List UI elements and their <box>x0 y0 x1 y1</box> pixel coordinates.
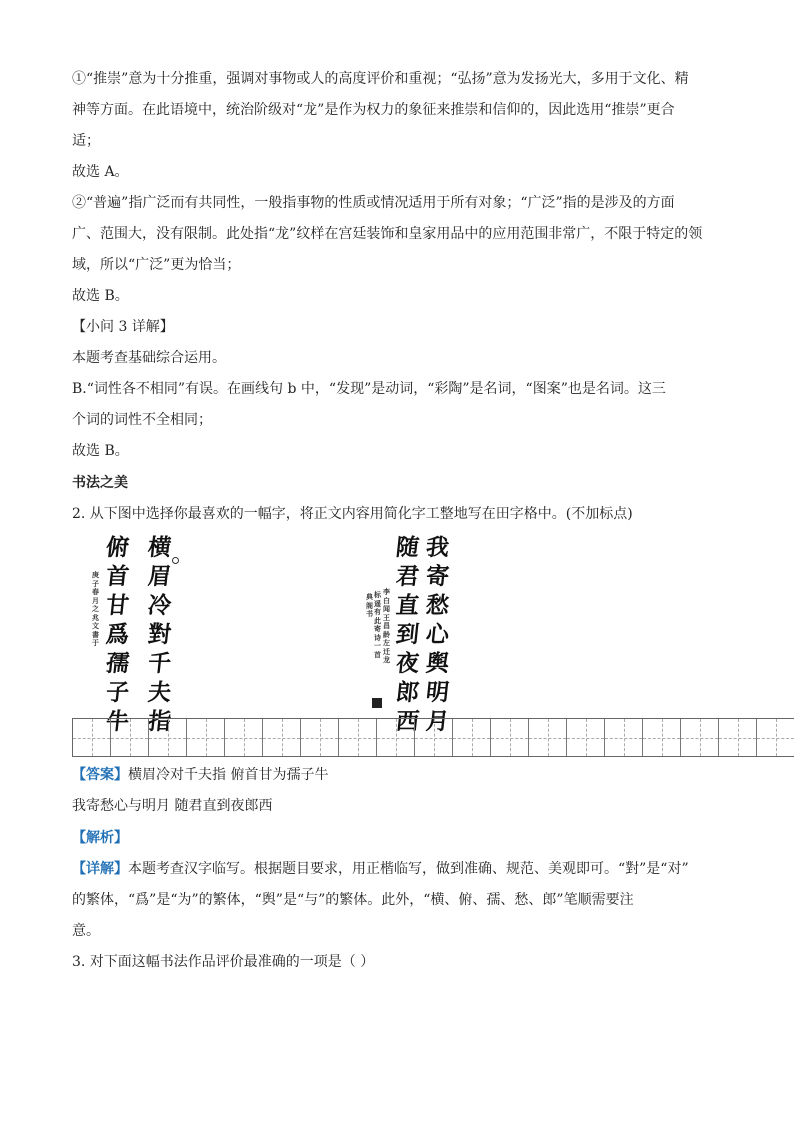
calligraphy-char: 千 <box>146 650 173 677</box>
inscription-char: 阁 <box>366 600 373 610</box>
tianzige-cell[interactable] <box>567 719 605 756</box>
tianzige-cell[interactable] <box>529 719 567 756</box>
calligraphy-char: 寄 <box>424 563 451 590</box>
text-line: 意。 <box>72 923 100 939</box>
seal-mark <box>172 557 179 564</box>
calligraphy-char: 夫 <box>146 679 173 706</box>
tianzige-cell[interactable] <box>681 719 719 756</box>
tianzige-cell[interactable] <box>339 719 377 756</box>
tianzige-cell[interactable] <box>301 719 339 756</box>
inscription-column <box>92 571 99 648</box>
answer-line <box>72 766 328 784</box>
calligraphy-char: 牛 <box>104 708 131 735</box>
tianzige-cell[interactable] <box>263 719 301 756</box>
text-line: 本题考查基础综合运用。 <box>72 350 226 366</box>
inscription-char: 诗 <box>374 632 381 642</box>
tianzige-cell[interactable] <box>643 719 681 756</box>
calligraphy-char: 西 <box>394 708 421 735</box>
inscription-char: 遥 <box>374 598 381 608</box>
calligraphy-char: 眉 <box>146 563 173 590</box>
detail-line <box>72 860 689 878</box>
inscription-char: 典 <box>366 592 373 601</box>
text-line: 神等方面。在此语境中，统治阶级对“龙”是作为权力的象征来推崇和信仰的，因此选用“推崇”更合 <box>72 102 675 118</box>
calligraphy-column <box>106 533 129 736</box>
inscription-char: 迁 <box>383 646 390 656</box>
tianzige-cell[interactable] <box>73 719 111 756</box>
detail-text: 本题考查汉字临写。根据题目要求，用正楷临写，做到准确、规范、美观即可。“對”是“对” <box>128 861 689 877</box>
text-line: 适； <box>72 133 100 149</box>
inscription-column <box>366 593 373 619</box>
inscription-char: 标 <box>374 590 381 599</box>
detail-tag: 【详解】 <box>72 861 128 877</box>
inscription-char: 李 <box>383 587 390 596</box>
inscription-char: 昌 <box>383 621 390 630</box>
tianzige-cell[interactable] <box>111 719 149 756</box>
seal-mark <box>372 698 382 708</box>
tianzige-cell[interactable] <box>149 719 187 756</box>
calligraphy-char: 甘 <box>104 592 131 619</box>
text-line: ②“普遍”指广泛而有共同性，一般指事物的性质或情况适用于所有对象；“广泛”指的是涉及的方面 <box>72 195 675 211</box>
calligraphy-char: 愁 <box>424 592 451 619</box>
inscription-char: 此 <box>374 615 381 625</box>
inscription-char: 龄 <box>383 629 390 639</box>
question-2: 2. 从下图中选择你最喜欢的一幅字，将正文内容用简化字工整地写在田字格中。(不加标点) <box>72 506 633 522</box>
calligraphy-char: 夜 <box>394 650 421 677</box>
inscription-column <box>383 588 390 665</box>
inscription-char: 之 <box>92 604 99 613</box>
calligraphy-column <box>148 533 171 736</box>
tianzige-cell[interactable] <box>225 719 263 756</box>
text-line: ①“推崇”意为十分推重，强调对事物或人的高度评价和重视；“弘扬”意为发扬光大，多用于文化、精 <box>72 71 689 87</box>
inscription-char: 庚 <box>92 570 99 579</box>
inscription-char: 龙 <box>383 655 390 664</box>
inscription-char: 寄 <box>374 624 381 633</box>
calligraphy-char: 子 <box>104 679 131 706</box>
text-line: 个词的词性不全相同； <box>72 412 212 428</box>
calligraphy-char: 直 <box>394 592 421 619</box>
answer-text: 我寄愁心与明月 随君直到夜郎西 <box>72 798 273 814</box>
tianzige-cell[interactable] <box>491 719 529 756</box>
inscription-char: 一 <box>374 641 381 650</box>
calligraphy-char: 月 <box>424 708 451 735</box>
tianzige-cell[interactable] <box>719 719 757 756</box>
text-line: 故选 B。 <box>72 443 129 459</box>
inscription-char: 王 <box>383 612 390 622</box>
calligraphy-char: 冷 <box>146 592 173 619</box>
inscription-char: 书 <box>366 609 373 618</box>
inscription-char: 子 <box>92 578 99 588</box>
calligraphy-char: 明 <box>424 679 451 706</box>
calligraphy-right <box>358 533 458 735</box>
text-line: 的繁体，“爲”是“为”的繁体，“舆”是“与”的繁体。此外，“横、俯、孺、愁、郎”笔顺需要注 <box>72 892 634 908</box>
calligraphy-char: 郎 <box>394 679 421 706</box>
text-line: 故选 B。 <box>72 288 129 304</box>
text-line: B.“词性各不相同”有误。在画线句 b 中，“发现”是动词，“彩陶”是名词，“图案”也是名词。这三 <box>72 381 666 397</box>
answer-tag: 【答案】 <box>72 767 128 783</box>
analysis-tag: 【解析】 <box>72 830 128 846</box>
calligraphy-char: 随 <box>394 534 421 561</box>
calligraphy-char: 横 <box>146 534 173 561</box>
tianzige-cell[interactable] <box>187 719 225 756</box>
calligraphy-char: 到 <box>394 621 421 648</box>
inscription-char: 文 <box>92 621 99 630</box>
tianzige-cell[interactable] <box>453 719 491 756</box>
calligraphy-column <box>396 533 419 736</box>
calligraphy-char: 首 <box>104 563 131 590</box>
answer-text: 横眉冷对千夫指 俯首甘为孺子牛 <box>128 767 329 783</box>
tianzige-grid[interactable] <box>72 718 794 757</box>
inscription-char: 月 <box>92 595 99 605</box>
inscription-char: 白 <box>383 595 390 605</box>
inscription-char: 闻 <box>383 604 390 613</box>
calligraphy-char: 君 <box>394 563 421 590</box>
calligraphy-char: 心 <box>424 621 451 648</box>
text-line: 广、范围大，没有限制。此处指“龙”纹样在宫廷装饰和皇家用品中的应用范围非常广，不限于特定的领 <box>72 226 703 242</box>
calligraphy-char: 孺 <box>104 650 131 677</box>
inscription-char: 首 <box>374 649 381 659</box>
calligraphy-char: 俯 <box>104 534 131 561</box>
calligraphy-char: 我 <box>424 534 451 561</box>
calligraphy-char: 對 <box>146 621 173 648</box>
inscription-char: 春 <box>92 587 99 596</box>
tianzige-cell[interactable] <box>377 719 415 756</box>
inscription-column <box>374 591 381 659</box>
inscription-char: 有 <box>374 607 381 616</box>
text-line: 故选 A。 <box>72 164 129 180</box>
calligraphy-left <box>90 533 200 735</box>
calligraphy-char: 指 <box>146 708 173 735</box>
calligraphy-char: 舆 <box>424 650 451 677</box>
tianzige-cell[interactable] <box>757 719 794 756</box>
section-heading: 书法之美 <box>72 475 128 491</box>
subheading: 【小问 3 详解】 <box>72 319 174 335</box>
inscription-char: 兆 <box>92 612 99 622</box>
inscription-char: 書 <box>92 629 99 639</box>
calligraphy-column <box>426 533 449 736</box>
question-3: 3. 对下面这幅书法作品评价最准确的一项是（ ） <box>72 954 375 970</box>
inscription-char: 左 <box>383 638 390 647</box>
tianzige-cell[interactable] <box>415 719 453 756</box>
inscription-char: 于 <box>92 638 99 647</box>
calligraphy-char: 爲 <box>104 621 131 648</box>
tianzige-cell[interactable] <box>605 719 643 756</box>
text-line: 域，所以“广泛”更为恰当； <box>72 257 241 273</box>
